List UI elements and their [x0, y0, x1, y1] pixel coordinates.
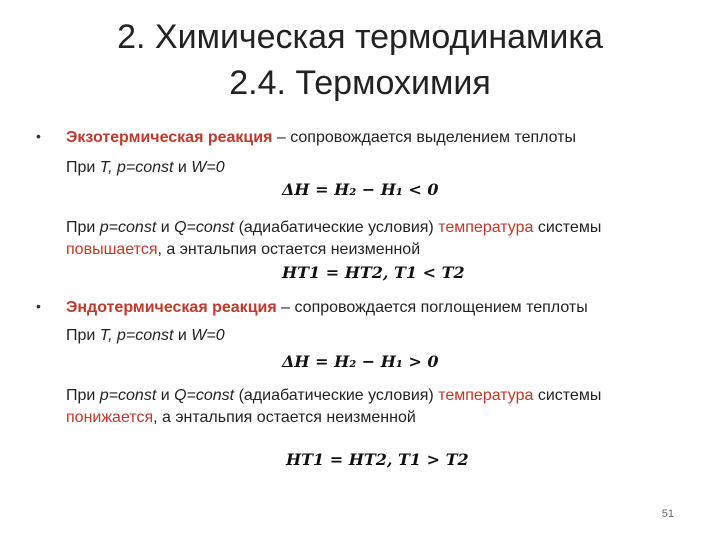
title-line-2: 2.4. Термохимия	[229, 64, 491, 102]
exothermic-condition-2-line2	[66, 240, 420, 260]
exothermic-condition-1	[66, 158, 225, 178]
text: температура	[438, 387, 534, 404]
text: T, p=const	[99, 159, 174, 176]
exothermic-enthalpy-formula	[282, 180, 439, 199]
text: и	[156, 387, 175, 404]
exothermic-temperature-formula	[282, 263, 465, 282]
text: При	[66, 159, 100, 176]
text: понижается	[66, 409, 154, 426]
text: и	[156, 219, 175, 236]
text: При	[66, 387, 100, 404]
endothermic-condition-2-line2	[66, 408, 416, 428]
text: При	[66, 327, 100, 344]
page-number: 51	[661, 508, 674, 520]
endothermic-definition	[66, 298, 588, 318]
text: , а энтальпия остается неизменной	[153, 409, 416, 426]
text: При	[66, 219, 100, 236]
formula-text: HT1 = HT2, T1 > T2	[286, 450, 469, 469]
text: (адиабатические условия)	[234, 387, 439, 404]
text: p=const	[99, 387, 157, 404]
text: системы	[533, 219, 602, 236]
formula-text: ΔH = H₂ − H₁ > 0	[282, 352, 439, 371]
endothermic-definition-text: – сопровождается поглощением теплоты	[276, 299, 588, 316]
text: системы	[533, 387, 602, 404]
formula-text: ΔH = H₂ − H₁ < 0	[282, 180, 439, 199]
endothermic-condition-1	[66, 326, 225, 346]
text: T, p=const	[99, 327, 174, 344]
endothermic-condition-2-line1	[66, 386, 601, 406]
text: температура	[438, 219, 534, 236]
endothermic-term: Эндотермическая реакция	[66, 299, 277, 316]
text: и	[173, 327, 192, 344]
text: Q=const	[174, 387, 235, 404]
exothermic-definition	[66, 128, 576, 148]
text: , а энтальпия остается неизменной	[157, 241, 421, 258]
formula-text: HT1 = HT2, T1 < T2	[282, 263, 465, 282]
exothermic-condition-2-line1	[66, 218, 601, 238]
text: повышается	[66, 241, 158, 258]
text: W=0	[191, 327, 225, 344]
bullet-marker: •	[36, 298, 41, 314]
text: и	[173, 159, 192, 176]
exothermic-term: Экзотермическая реакция	[66, 129, 273, 146]
text: p=const	[99, 219, 157, 236]
text: Q=const	[174, 219, 235, 236]
endothermic-enthalpy-formula	[282, 352, 439, 371]
exothermic-definition-text: – сопровождается выделением теплоты	[272, 129, 577, 146]
title-line-1: 2. Химическая термодинамика	[117, 18, 603, 56]
text: (адиабатические условия)	[234, 219, 439, 236]
text: W=0	[191, 159, 225, 176]
endothermic-temperature-formula	[286, 450, 469, 469]
bullet-marker: •	[36, 128, 41, 144]
slide-title	[0, 14, 720, 106]
